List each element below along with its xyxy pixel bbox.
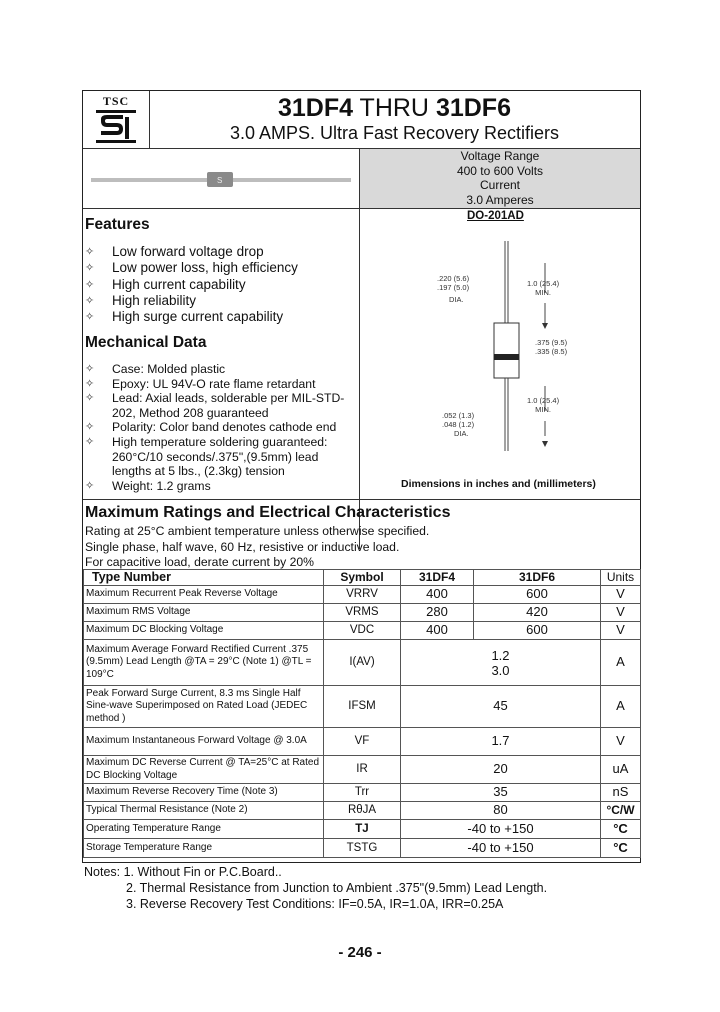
- table-row: [84, 756, 641, 784]
- table-row: [84, 686, 641, 728]
- diamond-bullet-icon: ✧: [85, 246, 95, 258]
- row-symbol: IR: [324, 756, 401, 784]
- dimensions-note: Dimensions in inches and (millimeters): [401, 478, 596, 490]
- note-2: 2. Thermal Resistance from Junction to Ambient .375"(9.5mm) Lead Length.: [126, 881, 548, 895]
- row-param: Peak Forward Surge Current, 8.3 ms Single Half Sine-wave Superimposed on Rated Load (JEDEC method ): [84, 686, 324, 728]
- header-31df4: 31DF4: [401, 570, 474, 586]
- row-value-31df6: 600: [474, 586, 601, 604]
- logo-emblem-icon: [93, 109, 139, 145]
- header-symbol: Symbol: [324, 570, 401, 586]
- mechanical-list: [83, 362, 345, 493]
- dim-lead-dia: [442, 411, 474, 438]
- row-symbol: RθJA: [324, 802, 401, 820]
- row-symbol: I(AV): [324, 640, 401, 686]
- row-unit: A: [601, 640, 641, 686]
- mech-item: ✧ Epoxy: UL 94V-O rate flame retardant: [85, 376, 316, 391]
- spec-divider: [83, 208, 640, 209]
- row-param: Maximum Average Forward Rectified Current .375 (9.5mm) Lead Length @TA = 29°C (Note 1) @TL = 109°C: [84, 640, 324, 686]
- row-unit: A: [601, 686, 641, 728]
- dim-lead-dia-1: .052 (1.3): [442, 411, 475, 420]
- note-1: Notes: 1. Without Fin or P.C.Board..: [84, 865, 282, 879]
- row-unit: V: [601, 728, 641, 756]
- row-value-31df6: 600: [474, 622, 601, 640]
- row-value-31df4: 400: [401, 622, 474, 640]
- diamond-bullet-icon: ✧: [85, 311, 95, 324]
- row-unit: V: [601, 604, 641, 622]
- ratings-line-3: For capacitive load, derate current by 20%: [85, 555, 314, 569]
- dim-lead-dia-2: .048 (1.2): [442, 420, 475, 429]
- row-symbol: VRRV: [324, 586, 401, 604]
- title-part1: 31DF4: [278, 94, 354, 122]
- diamond-bullet-icon: ✧: [85, 377, 95, 390]
- row-value-31df4: 280: [401, 604, 474, 622]
- ratings-title: Maximum Ratings and Electrical Characteristics: [85, 504, 451, 521]
- datasheet-frame: [82, 90, 641, 863]
- page-title: [149, 93, 640, 123]
- table-row: [84, 784, 641, 802]
- dim-body-len: [535, 338, 567, 356]
- table-row: [84, 728, 641, 756]
- diamond-bullet-icon: ✧: [85, 294, 95, 307]
- table-row: [84, 820, 641, 839]
- row-value-31df6: 420: [474, 604, 601, 622]
- row-symbol: IFSM: [324, 686, 401, 728]
- row-unit: °C: [601, 820, 641, 839]
- row-param: Maximum RMS Voltage: [84, 604, 324, 622]
- diamond-bullet-icon: ✧: [85, 363, 95, 375]
- ratings-conditions: [85, 524, 429, 571]
- dim-body-dia-2: .197 (5.0): [437, 283, 470, 292]
- title-thru: THRU: [359, 94, 429, 122]
- dim-lead-len-top: [527, 279, 559, 297]
- header-type-number: Type Number: [84, 570, 324, 586]
- characteristics-table: [83, 569, 641, 858]
- row-param: Operating Temperature Range: [84, 820, 324, 839]
- feature-item: ✧ Low forward voltage drop: [85, 244, 264, 259]
- diamond-bullet-icon: ✧: [85, 392, 95, 405]
- row-symbol: VDC: [324, 622, 401, 640]
- ratings-divider: [83, 499, 640, 500]
- mech-item: ✧ Weight: 1.2 grams: [85, 478, 211, 493]
- mech-item: ✧ High temperature soldering guaranteed: 260°C/10 seconds/.375",(9.5mm) lead lengths at 5 lbs., (2.3kg) tension: [85, 434, 328, 479]
- feature-item: ✧ Low power loss, high efficiency: [85, 260, 298, 276]
- diamond-bullet-icon: ✧: [85, 435, 95, 448]
- row-param: Typical Thermal Resistance (Note 2): [84, 802, 324, 820]
- row-value-merged: 35: [401, 784, 601, 802]
- table-row: [84, 839, 641, 858]
- row-value-merged: 80: [401, 802, 601, 820]
- dim-lead-len-bottom: [527, 396, 559, 414]
- row-value-31df4: 400: [401, 586, 474, 604]
- diamond-bullet-icon: ✧: [85, 479, 95, 492]
- table-header-row: [84, 570, 641, 586]
- row-unit: V: [601, 622, 641, 640]
- table-row: [84, 586, 641, 604]
- logo-text: TSC: [102, 94, 130, 108]
- dim-lead-dia-3: DIA.: [454, 429, 469, 438]
- feature-item: ✧ High current capability: [85, 276, 246, 292]
- row-unit: V: [601, 586, 641, 604]
- header-units: Units: [601, 570, 641, 586]
- ratings-line-1: Rating at 25°C ambient temperature unless otherwise specified.: [85, 524, 430, 538]
- row-unit: °C: [601, 839, 641, 858]
- feature-item: ✧ High surge current capability: [85, 309, 284, 325]
- mechanical-title: Mechanical Data: [85, 334, 207, 351]
- spec-line-1: Voltage Range: [460, 149, 540, 163]
- title-part2: 31DF6: [435, 94, 511, 122]
- note-3: 3. Reverse Recovery Test Conditions: IF=0.5A, IR=1.0A, IRR=0.25A: [126, 897, 504, 911]
- table-row: [84, 622, 641, 640]
- row-value-merged: 1.2 3.0: [401, 640, 601, 686]
- row-param: Maximum Instantaneous Forward Voltage @ 3.0A: [84, 728, 324, 756]
- row-symbol: Trr: [324, 784, 401, 802]
- dim-body-len-2: .335 (8.5): [535, 347, 568, 356]
- table-row: [84, 604, 641, 622]
- page-number: - 246 -: [338, 944, 382, 961]
- notes: [84, 864, 547, 912]
- ratings-line-2: Single phase, half wave, 60 Hz, resistive or inductive load.: [85, 539, 400, 554]
- row-symbol: VF: [324, 728, 401, 756]
- svg-text:S: S: [217, 176, 223, 185]
- row-symbol: TSTG: [324, 839, 401, 858]
- row-unit: °C/W: [601, 802, 641, 820]
- row-value-merged: -40 to +150: [401, 839, 601, 858]
- feature-item: ✧ High reliability: [85, 292, 197, 308]
- dim-body-dia: [437, 274, 469, 304]
- row-value-merged: 1.7: [401, 728, 601, 756]
- features-title: Features: [85, 216, 150, 233]
- mech-item: ✧ Case: Molded plastic: [85, 362, 226, 376]
- header-31df6: 31DF6: [474, 570, 601, 586]
- row-value-merged: 20: [401, 756, 601, 784]
- row-symbol: TJ: [324, 820, 401, 839]
- diamond-bullet-icon: ✧: [85, 278, 95, 291]
- dim-body-dia-1: .220 (5.6): [437, 274, 470, 283]
- diode-image: [89, 167, 355, 191]
- package-name: DO-201AD: [467, 210, 524, 222]
- dim-lead-len2-2: MIN.: [535, 405, 551, 414]
- row-param: Maximum DC Blocking Voltage: [84, 622, 324, 640]
- dim-lead-len-1: 1.0 (25.4): [527, 279, 560, 288]
- dim-lead-len2-1: 1.0 (25.4): [527, 396, 560, 405]
- tsc-logo: [93, 94, 139, 146]
- package-outline-drawing: [483, 241, 563, 471]
- dim-lead-len-2: MIN.: [535, 288, 551, 297]
- spec-line-4: 3.0 Amperes: [466, 192, 534, 207]
- row-value-merged: 45: [401, 686, 601, 728]
- diamond-bullet-icon: ✧: [85, 421, 95, 434]
- row-symbol: VRMS: [324, 604, 401, 622]
- mech-item: ✧ Lead: Axial leads, solderable per MIL-STD-202, Method 208 guaranteed: [85, 391, 345, 420]
- spec-box: [360, 149, 640, 208]
- dim-body-len-1: .375 (9.5): [535, 338, 568, 347]
- row-unit: uA: [601, 756, 641, 784]
- table-row: [84, 640, 641, 686]
- subtitle: 3.0 AMPS. Ultra Fast Recovery Rectifiers: [229, 123, 560, 143]
- row-param: Maximum Recurrent Peak Reverse Voltage: [84, 586, 324, 604]
- features-list: [83, 244, 355, 325]
- row-value-merged: -40 to +150: [401, 820, 601, 839]
- row-unit: nS: [601, 784, 641, 802]
- mech-item: ✧ Polarity: Color band denotes cathode end: [85, 420, 337, 435]
- row-param: Maximum Reverse Recovery Time (Note 3): [84, 784, 324, 802]
- row-param: Maximum DC Reverse Current @ TA=25°C at Rated DC Blocking Voltage: [84, 756, 324, 784]
- spec-line-3: Current: [479, 178, 520, 192]
- row-param: Storage Temperature Range: [84, 839, 324, 858]
- diamond-bullet-icon: ✧: [85, 262, 95, 275]
- spec-line-2: 400 to 600 Volts: [456, 163, 544, 178]
- table-row: [84, 802, 641, 820]
- dim-body-dia-3: DIA.: [449, 295, 464, 304]
